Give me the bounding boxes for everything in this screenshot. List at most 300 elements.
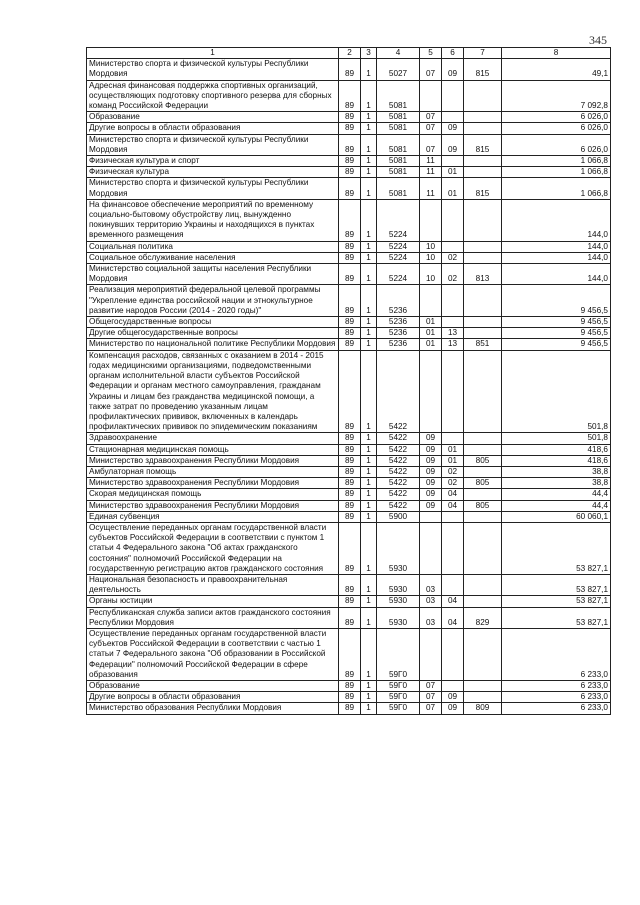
ministry-code-cell <box>464 80 502 112</box>
code-3-cell: 1 <box>361 80 377 112</box>
ministry-code-cell <box>464 241 502 252</box>
code-2-cell: 89 <box>339 574 361 595</box>
row-name-cell: Стационарная медицинская помощь <box>87 444 339 455</box>
section-code-cell <box>420 80 442 112</box>
target-code-cell: 5422 <box>377 478 420 489</box>
subsection-code-cell <box>442 574 464 595</box>
code-2-cell: 89 <box>339 478 361 489</box>
section-code-cell <box>420 511 442 522</box>
amount-cell: 6 026,0 <box>502 134 611 155</box>
column-header: 6 <box>442 48 464 59</box>
amount-cell: 6 233,0 <box>502 692 611 703</box>
target-code-cell: 59Г0 <box>377 680 420 691</box>
table-row <box>87 123 611 134</box>
code-3-cell: 1 <box>361 156 377 167</box>
section-code-cell: 07 <box>420 703 442 714</box>
row-name-cell: Образование <box>87 112 339 123</box>
header-row <box>87 48 611 59</box>
row-name-cell: Единая субвенция <box>87 511 339 522</box>
row-name-cell: Другие вопросы в области образования <box>87 692 339 703</box>
table-row <box>87 328 611 339</box>
row-name-cell: Министерство спорта и физической культуры Республики Мордовия <box>87 178 339 199</box>
code-2-cell: 89 <box>339 328 361 339</box>
ministry-code-cell <box>464 167 502 178</box>
ministry-code-cell <box>464 596 502 607</box>
target-code-cell: 5081 <box>377 112 420 123</box>
table-row <box>87 339 611 350</box>
table-row <box>87 455 611 466</box>
code-3-cell: 1 <box>361 252 377 263</box>
target-code-cell: 5081 <box>377 156 420 167</box>
section-code-cell: 10 <box>420 241 442 252</box>
target-code-cell: 5422 <box>377 500 420 511</box>
ministry-code-cell <box>464 252 502 263</box>
column-header: 7 <box>464 48 502 59</box>
section-code-cell: 07 <box>420 680 442 691</box>
code-2-cell: 89 <box>339 241 361 252</box>
table-row <box>87 252 611 263</box>
ministry-code-cell <box>464 123 502 134</box>
target-code-cell: 5224 <box>377 199 420 241</box>
target-code-cell: 59Г0 <box>377 703 420 714</box>
table-row <box>87 350 611 433</box>
column-header: 4 <box>377 48 420 59</box>
ministry-code-cell <box>464 574 502 595</box>
ministry-code-cell: 813 <box>464 264 502 285</box>
ministry-code-cell <box>464 692 502 703</box>
table-row <box>87 466 611 477</box>
column-header: 8 <box>502 48 611 59</box>
row-name-cell: Другие общегосударственные вопросы <box>87 328 339 339</box>
section-code-cell <box>420 628 442 680</box>
code-2-cell: 89 <box>339 134 361 155</box>
code-2-cell: 89 <box>339 596 361 607</box>
table-row <box>87 522 611 574</box>
code-3-cell: 1 <box>361 285 377 317</box>
row-name-cell: Общегосударственные вопросы <box>87 317 339 328</box>
row-name-cell: Амбулаторная помощь <box>87 466 339 477</box>
amount-cell: 9 456,5 <box>502 328 611 339</box>
subsection-code-cell: 02 <box>442 264 464 285</box>
section-code-cell: 11 <box>420 156 442 167</box>
subsection-code-cell: 09 <box>442 59 464 80</box>
section-code-cell: 09 <box>420 489 442 500</box>
target-code-cell: 5081 <box>377 134 420 155</box>
row-name-cell: Компенсация расходов, связанных с оказанием в 2014 - 2015 годах медицинскими организациями, подведомственными органам исполнительной власти субъектов Российской Федерации и органам местного самоуправления, гражданам Украины и лицам без гражданства медицинской помощи, а также затрат по проведению указанным лицам профилактических прививок, включенных в календарь профилактических прививок по эпидемическим показаниям <box>87 350 339 433</box>
target-code-cell: 5224 <box>377 252 420 263</box>
amount-cell: 9 456,5 <box>502 339 611 350</box>
subsection-code-cell: 01 <box>442 178 464 199</box>
column-header: 1 <box>87 48 339 59</box>
amount-cell: 144,0 <box>502 199 611 241</box>
target-code-cell: 5900 <box>377 511 420 522</box>
subsection-code-cell: 01 <box>442 167 464 178</box>
row-name-cell: Министерство спорта и физической культуры Республики Мордовия <box>87 134 339 155</box>
target-code-cell: 5081 <box>377 178 420 199</box>
row-name-cell: Адресная финансовая поддержка спортивных организаций, осуществляющих подготовку спортивного резерва для сборных команд Российской Федерации <box>87 80 339 112</box>
target-code-cell: 5081 <box>377 123 420 134</box>
ministry-code-cell <box>464 489 502 500</box>
target-code-cell: 5081 <box>377 167 420 178</box>
code-3-cell: 1 <box>361 264 377 285</box>
subsection-code-cell <box>442 511 464 522</box>
code-2-cell: 89 <box>339 455 361 466</box>
code-3-cell: 1 <box>361 607 377 628</box>
amount-cell: 418,6 <box>502 444 611 455</box>
code-3-cell: 1 <box>361 522 377 574</box>
code-3-cell: 1 <box>361 478 377 489</box>
amount-cell: 44,4 <box>502 500 611 511</box>
amount-cell: 501,8 <box>502 433 611 444</box>
code-2-cell: 89 <box>339 285 361 317</box>
subsection-code-cell: 02 <box>442 478 464 489</box>
code-3-cell: 1 <box>361 511 377 522</box>
amount-cell: 6 233,0 <box>502 628 611 680</box>
code-2-cell: 89 <box>339 59 361 80</box>
code-3-cell: 1 <box>361 350 377 433</box>
amount-cell: 418,6 <box>502 455 611 466</box>
code-3-cell: 1 <box>361 455 377 466</box>
column-header: 5 <box>420 48 442 59</box>
row-name-cell: Республиканская служба записи актов гражданского состояния Республики Мордовия <box>87 607 339 628</box>
ministry-code-cell: 815 <box>464 134 502 155</box>
ministry-code-cell <box>464 433 502 444</box>
target-code-cell: 5930 <box>377 522 420 574</box>
section-code-cell: 01 <box>420 317 442 328</box>
subsection-code-cell: 13 <box>442 328 464 339</box>
target-code-cell: 5236 <box>377 328 420 339</box>
section-code-cell: 03 <box>420 607 442 628</box>
target-code-cell: 5930 <box>377 596 420 607</box>
section-code-cell: 03 <box>420 574 442 595</box>
target-code-cell: 5236 <box>377 285 420 317</box>
code-2-cell: 89 <box>339 680 361 691</box>
row-name-cell: Министерство по национальной политике Республики Мордовия <box>87 339 339 350</box>
row-name-cell: Министерство здравоохранения Республики Мордовия <box>87 455 339 466</box>
table-row <box>87 703 611 714</box>
subsection-code-cell <box>442 628 464 680</box>
table-row <box>87 444 611 455</box>
target-code-cell: 5236 <box>377 339 420 350</box>
code-3-cell: 1 <box>361 59 377 80</box>
target-code-cell: 5422 <box>377 455 420 466</box>
subsection-code-cell: 02 <box>442 252 464 263</box>
code-2-cell: 89 <box>339 123 361 134</box>
amount-cell: 144,0 <box>502 252 611 263</box>
budget-table <box>86 47 611 715</box>
table-row <box>87 59 611 80</box>
amount-cell: 53 827,1 <box>502 574 611 595</box>
subsection-code-cell: 04 <box>442 489 464 500</box>
code-2-cell: 89 <box>339 252 361 263</box>
section-code-cell <box>420 350 442 433</box>
code-2-cell: 89 <box>339 500 361 511</box>
table-row <box>87 500 611 511</box>
code-3-cell: 1 <box>361 328 377 339</box>
target-code-cell: 5236 <box>377 317 420 328</box>
code-3-cell: 1 <box>361 112 377 123</box>
target-code-cell: 5081 <box>377 80 420 112</box>
table-row <box>87 478 611 489</box>
code-3-cell: 1 <box>361 500 377 511</box>
ministry-code-cell: 805 <box>464 455 502 466</box>
target-code-cell: 5224 <box>377 264 420 285</box>
amount-cell: 6 026,0 <box>502 112 611 123</box>
code-2-cell: 89 <box>339 692 361 703</box>
amount-cell: 144,0 <box>502 264 611 285</box>
section-code-cell: 01 <box>420 328 442 339</box>
target-code-cell: 5930 <box>377 607 420 628</box>
column-header: 2 <box>339 48 361 59</box>
column-header: 3 <box>361 48 377 59</box>
subsection-code-cell: 04 <box>442 500 464 511</box>
table-row <box>87 134 611 155</box>
section-code-cell <box>420 285 442 317</box>
amount-cell: 1 066,8 <box>502 167 611 178</box>
table-row <box>87 596 611 607</box>
row-name-cell: Национальная безопасность и правоохранительная деятельность <box>87 574 339 595</box>
code-3-cell: 1 <box>361 628 377 680</box>
target-code-cell: 5422 <box>377 350 420 433</box>
ministry-code-cell <box>464 522 502 574</box>
table-row <box>87 317 611 328</box>
section-code-cell: 07 <box>420 134 442 155</box>
table-row <box>87 433 611 444</box>
amount-cell: 60 060,1 <box>502 511 611 522</box>
row-name-cell: Министерство социальной защиты населения Республики Мордовия <box>87 264 339 285</box>
subsection-code-cell: 02 <box>442 466 464 477</box>
code-3-cell: 1 <box>361 199 377 241</box>
code-3-cell: 1 <box>361 339 377 350</box>
subsection-code-cell: 01 <box>442 444 464 455</box>
code-2-cell: 89 <box>339 350 361 433</box>
ministry-code-cell <box>464 444 502 455</box>
subsection-code-cell: 09 <box>442 692 464 703</box>
subsection-code-cell <box>442 241 464 252</box>
row-name-cell: Физическая культура <box>87 167 339 178</box>
target-code-cell: 5422 <box>377 444 420 455</box>
table-row <box>87 680 611 691</box>
code-2-cell: 89 <box>339 80 361 112</box>
section-code-cell: 09 <box>420 444 442 455</box>
code-3-cell: 1 <box>361 317 377 328</box>
code-3-cell: 1 <box>361 574 377 595</box>
ministry-code-cell: 851 <box>464 339 502 350</box>
table-body <box>87 59 611 714</box>
amount-cell: 53 827,1 <box>502 607 611 628</box>
amount-cell: 7 092,8 <box>502 80 611 112</box>
ministry-code-cell <box>464 350 502 433</box>
row-name-cell: Физическая культура и спорт <box>87 156 339 167</box>
amount-cell: 6 233,0 <box>502 703 611 714</box>
section-code-cell: 09 <box>420 478 442 489</box>
ministry-code-cell <box>464 112 502 123</box>
amount-cell: 6 233,0 <box>502 680 611 691</box>
amount-cell: 9 456,5 <box>502 317 611 328</box>
code-3-cell: 1 <box>361 703 377 714</box>
ministry-code-cell <box>464 199 502 241</box>
section-code-cell: 10 <box>420 252 442 263</box>
table-row <box>87 285 611 317</box>
ministry-code-cell <box>464 511 502 522</box>
row-name-cell: Осуществление переданных органам государственной власти субъектов Российской Федерации в соответствии с пунктом 1 статьи 4 Федерального закона "Об актах гражданского состояния" полномочий Российской Федерации на государственную регистрацию актов гражданского состояния <box>87 522 339 574</box>
row-name-cell: Социальное обслуживание населения <box>87 252 339 263</box>
code-3-cell: 1 <box>361 167 377 178</box>
amount-cell: 1 066,8 <box>502 178 611 199</box>
section-code-cell <box>420 199 442 241</box>
row-name-cell: Осуществление переданных органам государственной власти субъектов Российской Федерации в соответствии с частью 1 статьи 7 Федерального закона "Об образовании в Российской Федерации" полномочий Российской Федерации в сфере образования <box>87 628 339 680</box>
ministry-code-cell <box>464 317 502 328</box>
ministry-code-cell: 815 <box>464 178 502 199</box>
row-name-cell: Образование <box>87 680 339 691</box>
subsection-code-cell <box>442 522 464 574</box>
code-2-cell: 89 <box>339 317 361 328</box>
target-code-cell: 5224 <box>377 241 420 252</box>
code-2-cell: 89 <box>339 511 361 522</box>
ministry-code-cell <box>464 628 502 680</box>
section-code-cell: 09 <box>420 466 442 477</box>
code-3-cell: 1 <box>361 692 377 703</box>
subsection-code-cell: 09 <box>442 123 464 134</box>
code-2-cell: 89 <box>339 628 361 680</box>
table-row <box>87 241 611 252</box>
section-code-cell: 03 <box>420 596 442 607</box>
subsection-code-cell: 09 <box>442 134 464 155</box>
row-name-cell: Органы юстиции <box>87 596 339 607</box>
section-code-cell: 09 <box>420 500 442 511</box>
table-row <box>87 574 611 595</box>
amount-cell: 1 066,8 <box>502 156 611 167</box>
code-2-cell: 89 <box>339 156 361 167</box>
subsection-code-cell <box>442 156 464 167</box>
table-row <box>87 112 611 123</box>
subsection-code-cell <box>442 317 464 328</box>
target-code-cell: 5027 <box>377 59 420 80</box>
target-code-cell: 5422 <box>377 433 420 444</box>
code-2-cell: 89 <box>339 264 361 285</box>
code-2-cell: 89 <box>339 522 361 574</box>
code-2-cell: 89 <box>339 433 361 444</box>
subsection-code-cell <box>442 433 464 444</box>
subsection-code-cell <box>442 199 464 241</box>
table-row <box>87 264 611 285</box>
amount-cell: 144,0 <box>502 241 611 252</box>
row-name-cell: Социальная политика <box>87 241 339 252</box>
ministry-code-cell <box>464 466 502 477</box>
section-code-cell: 07 <box>420 123 442 134</box>
code-2-cell: 89 <box>339 489 361 500</box>
target-code-cell: 5422 <box>377 489 420 500</box>
subsection-code-cell <box>442 350 464 433</box>
section-code-cell <box>420 522 442 574</box>
code-3-cell: 1 <box>361 489 377 500</box>
amount-cell: 501,8 <box>502 350 611 433</box>
table-row <box>87 167 611 178</box>
code-3-cell: 1 <box>361 596 377 607</box>
row-name-cell: Министерство образования Республики Мордовия <box>87 703 339 714</box>
section-code-cell: 07 <box>420 692 442 703</box>
table-row <box>87 178 611 199</box>
row-name-cell: Министерство здравоохранения Республики Мордовия <box>87 500 339 511</box>
amount-cell: 38,8 <box>502 466 611 477</box>
row-name-cell: Другие вопросы в области образования <box>87 123 339 134</box>
amount-cell: 53 827,1 <box>502 596 611 607</box>
ministry-code-cell <box>464 156 502 167</box>
code-2-cell: 89 <box>339 112 361 123</box>
amount-cell: 6 026,0 <box>502 123 611 134</box>
code-3-cell: 1 <box>361 433 377 444</box>
ministry-code-cell: 809 <box>464 703 502 714</box>
target-code-cell: 5930 <box>377 574 420 595</box>
section-code-cell: 01 <box>420 339 442 350</box>
ministry-code-cell <box>464 285 502 317</box>
section-code-cell: 11 <box>420 167 442 178</box>
row-name-cell: Скорая медицинская помощь <box>87 489 339 500</box>
code-2-cell: 89 <box>339 178 361 199</box>
ministry-code-cell <box>464 328 502 339</box>
subsection-code-cell: 13 <box>442 339 464 350</box>
amount-cell: 9 456,5 <box>502 285 611 317</box>
code-3-cell: 1 <box>361 134 377 155</box>
code-2-cell: 89 <box>339 607 361 628</box>
amount-cell: 49,1 <box>502 59 611 80</box>
code-3-cell: 1 <box>361 466 377 477</box>
page-number: 345 <box>589 33 607 47</box>
table-row <box>87 156 611 167</box>
ministry-code-cell: 815 <box>464 59 502 80</box>
subsection-code-cell: 04 <box>442 607 464 628</box>
ministry-code-cell: 805 <box>464 478 502 489</box>
section-code-cell: 10 <box>420 264 442 285</box>
section-code-cell: 09 <box>420 455 442 466</box>
row-name-cell: Здравоохранение <box>87 433 339 444</box>
target-code-cell: 59Г0 <box>377 628 420 680</box>
code-3-cell: 1 <box>361 444 377 455</box>
table-row <box>87 628 611 680</box>
subsection-code-cell <box>442 112 464 123</box>
ministry-code-cell: 829 <box>464 607 502 628</box>
code-2-cell: 89 <box>339 466 361 477</box>
subsection-code-cell: 04 <box>442 596 464 607</box>
table-row <box>87 692 611 703</box>
ministry-code-cell: 805 <box>464 500 502 511</box>
code-2-cell: 89 <box>339 339 361 350</box>
target-code-cell: 5422 <box>377 466 420 477</box>
code-3-cell: 1 <box>361 241 377 252</box>
table-row <box>87 80 611 112</box>
row-name-cell: Министерство спорта и физической культуры Республики Мордовия <box>87 59 339 80</box>
subsection-code-cell <box>442 680 464 691</box>
row-name-cell: Министерство здравоохранения Республики Мордовия <box>87 478 339 489</box>
code-2-cell: 89 <box>339 703 361 714</box>
table-row <box>87 199 611 241</box>
section-code-cell: 07 <box>420 112 442 123</box>
amount-cell: 53 827,1 <box>502 522 611 574</box>
table-row <box>87 489 611 500</box>
table-row <box>87 511 611 522</box>
amount-cell: 38,8 <box>502 478 611 489</box>
subsection-code-cell: 09 <box>442 703 464 714</box>
code-2-cell: 89 <box>339 444 361 455</box>
section-code-cell: 09 <box>420 433 442 444</box>
row-name-cell: На финансовое обеспечение мероприятий по временному социально-бытовому обустройству лиц, вынужденно покинувших территорию Украины и находящихся в пунктах временного размещения <box>87 199 339 241</box>
section-code-cell: 11 <box>420 178 442 199</box>
subsection-code-cell: 01 <box>442 455 464 466</box>
code-2-cell: 89 <box>339 199 361 241</box>
code-3-cell: 1 <box>361 123 377 134</box>
ministry-code-cell <box>464 680 502 691</box>
code-3-cell: 1 <box>361 680 377 691</box>
